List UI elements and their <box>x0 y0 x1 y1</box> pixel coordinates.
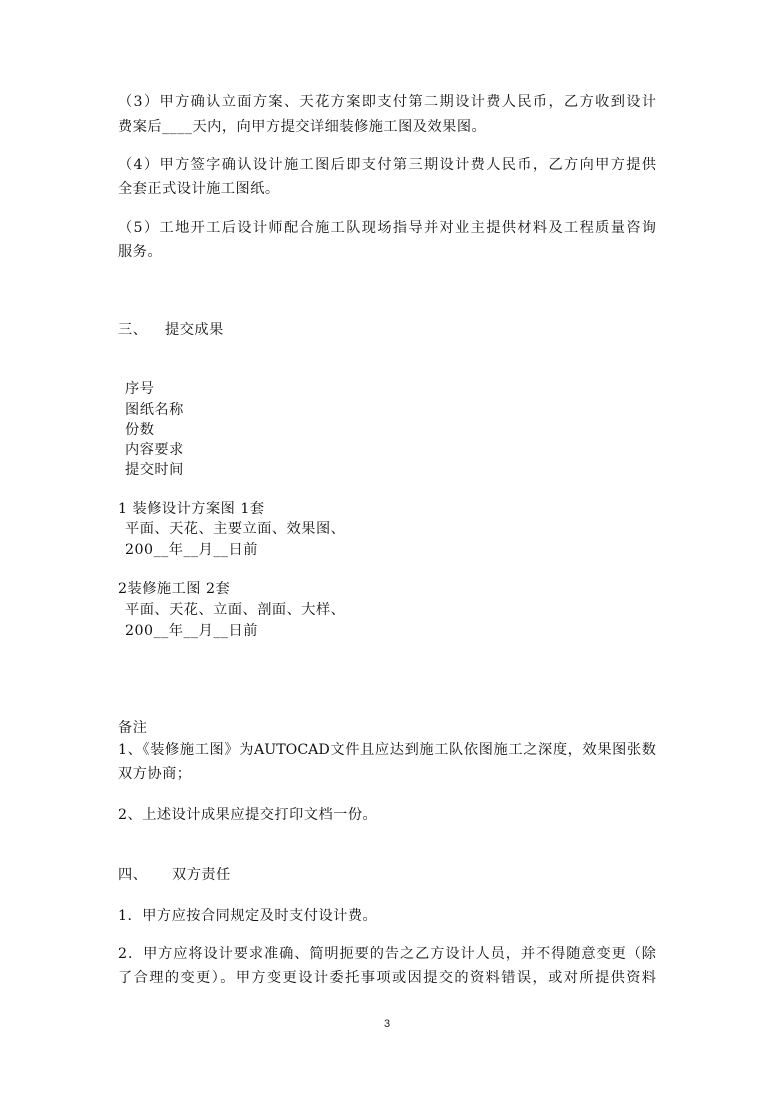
item4-line1: （4）甲方签字确认设计施工图后即支付第三期设计费人民币，乙方向甲方提供 <box>118 157 656 173</box>
column-header-drawing-name: 图纸名称 <box>125 402 184 418</box>
item3-line2: 费案后____天内，向甲方提交详细装修施工图及效果图。 <box>118 119 487 135</box>
column-header-content: 内容要求 <box>125 442 184 458</box>
table-row-2-content: 平面、天花、立面、剖面、大样、 <box>125 602 346 618</box>
item5-line1: （5）工地开工后设计师配合施工队现场指导并对业主提供材料及工程质量咨询 <box>118 220 656 236</box>
section4-title: 双方责任 <box>172 867 231 883</box>
column-header-number: 序号 <box>125 381 155 397</box>
page-number: 3 <box>383 1018 391 1030</box>
item4-line2: 全套正式设计施工图纸。 <box>118 181 280 197</box>
note1-line1: 1、《装修施工图》为AUTOCAD文件且应达到施工队依图施工之深度，效果图张数 <box>118 742 656 758</box>
table-row-1-date: 200__年__月__日前 <box>125 542 258 558</box>
note2: 2、上述设计成果应提交打印文档一份。 <box>118 807 378 823</box>
section3-title: 提交成果 <box>165 322 224 338</box>
note1-line2: 双方协商； <box>118 766 192 782</box>
section4-number: 四、 <box>118 867 148 883</box>
responsibility-item2-line2: 了合理的变更）。甲方变更设计委托事项或因提交的资料错误，或对所提供资料 <box>118 970 656 986</box>
notes-title: 备注 <box>118 720 148 736</box>
column-header-copies: 份数 <box>125 422 155 438</box>
section3-number: 三、 <box>118 322 148 338</box>
item3-line1: （3）甲方确认立面方案、天花方案即支付第二期设计费人民币，乙方收到设计 <box>118 94 656 110</box>
column-header-submit-time: 提交时间 <box>125 462 184 478</box>
item5-line2: 服务。 <box>118 244 163 260</box>
table-row-1-content: 平面、天花、主要立面、效果图、 <box>125 521 346 537</box>
table-row-1-title: 1 装修设计方案图 1套 <box>118 501 265 517</box>
responsibility-item1: 1．甲方应按合同规定及时支付设计费。 <box>118 908 378 924</box>
table-row-2-date: 200__年__月__日前 <box>125 623 258 639</box>
responsibility-item2-line1: 2．甲方应将设计要求准确、简明扼要的告之乙方设计人员，并不得随意变更（除 <box>118 946 656 962</box>
table-row-2-title: 2装修施工图 2套 <box>118 581 231 597</box>
